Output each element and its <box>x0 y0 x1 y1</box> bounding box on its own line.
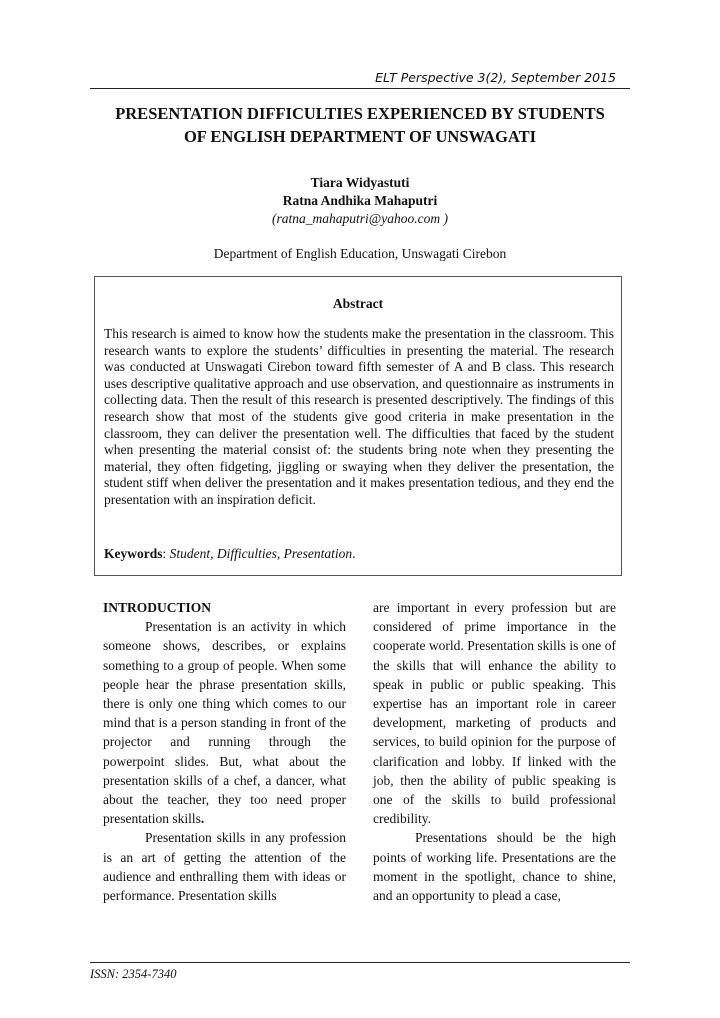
intro-paragraph-3: are important in every profession but are considered of prime importance in the cooperate world. Presentation skills is one of the skills that will enhance the ability to speak in public or public speaking. This expertise has an important role in career development, marketing of products and services, to build opinion for the purpose of clarification and lobby. If linked with the job, then the ability of public speaking is one of the skills to build professional credibility. <box>373 600 616 827</box>
introduction-heading: INTRODUCTION <box>103 600 212 615</box>
keywords <box>104 545 614 562</box>
abstract-box <box>94 276 622 576</box>
keywords-end: . <box>352 546 356 561</box>
author-email: (ratna_mahaputri@yahoo.com ) <box>272 211 448 226</box>
intro-paragraph-1-text: Presentation is an activity in which someone shows, describes, or explains something to a group of people. When some people hear the phrase presentation skills, there is only one thing which comes to our mind that is a person standing in front of the projector and running through the powerpoint slides. But, what about the presentation skills of a chef, a dancer, what about the teacher, they too need proper presentation skills <box>103 619 346 827</box>
intro-paragraph-4: Presentations should be the high points of working life. Presentations are the moment in the spotlight, chance to shine, and an opportunity to plead a case, <box>373 830 616 904</box>
author-name-2: Ratna Andhika Mahaputri <box>282 193 438 208</box>
author-affiliation: Department of English Education, Unswagati Cirebon <box>213 246 507 261</box>
keywords-values: Student, Difficulties, Presentation <box>169 546 353 561</box>
abstract-text: This research is aimed to know how the students make the presentation in the classroom. This research wants to explore the students’ difficulties in presenting the material. The research was conducted at Unswagati Cirebon toward fifth semester of A and B class. This research uses descriptive qualitative approach and use observation, and questionnaire as instruments in collecting data. Then the result of this research is presented descriptively. The findings of this research show that most of the students give good criteria in make presentation in the classroom, they can deliver the presentation well. The difficulties that faced by the student when presenting the material consist of: the students bring note when they presenting the material, they often fidgeting, jiggling or swaying when they deliver the presentation, the student stiff when deliver the presentation and it makes presentation tedious, and they end the presentation with an inspiration deficit. <box>104 326 614 507</box>
intro-paragraph-1 <box>103 617 346 828</box>
keywords-separator: : <box>162 546 170 561</box>
body-column-right <box>373 598 616 905</box>
header-rule <box>90 88 630 89</box>
running-head: ELT Perspective 3(2), September 2015 <box>375 70 616 85</box>
author-name-1: Tiara Widyastuti <box>310 175 410 190</box>
title-line-1: PRESENTATION DIFFICULTIES EXPERIENCED BY STUDENTS <box>115 104 605 123</box>
paper-title <box>90 102 630 148</box>
footer-rule <box>90 962 630 963</box>
intro-paragraph-1-end: . <box>200 811 205 827</box>
title-line-2: OF ENGLISH DEPARTMENT OF UNSWAGATI <box>183 127 537 146</box>
keywords-label: Keywords <box>104 546 163 561</box>
abstract-heading: Abstract <box>332 296 384 311</box>
issn-footer: ISSN: 2354-7340 <box>90 967 177 981</box>
intro-paragraph-2: Presentation skills in any profession is an art of getting the attention of the audience and enthralling them with ideas or performance. Presentation skills <box>103 830 346 904</box>
body-column-left <box>103 598 346 905</box>
